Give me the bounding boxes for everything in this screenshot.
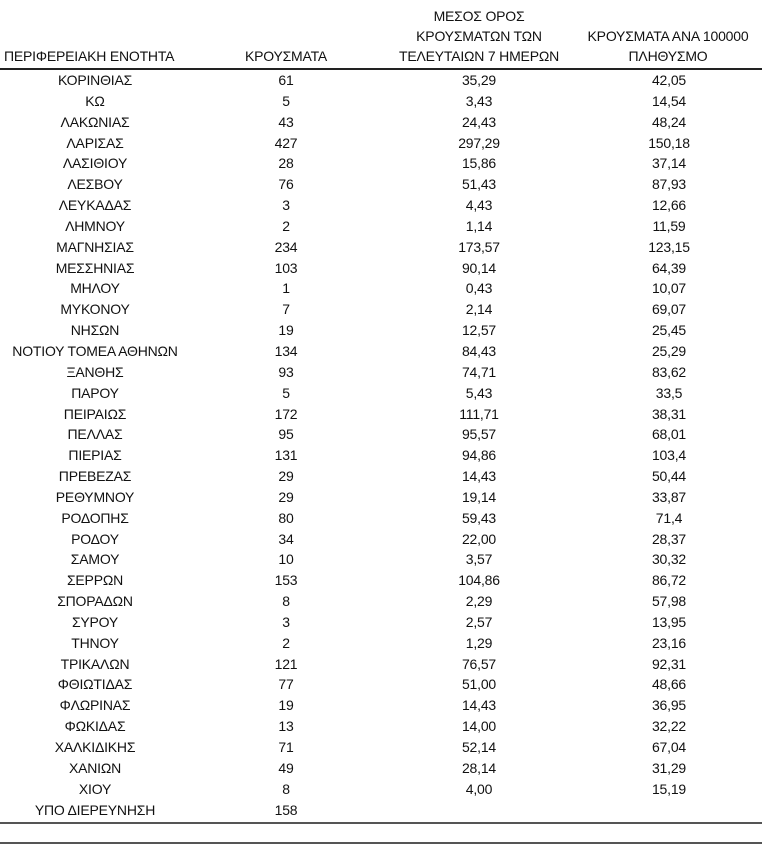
header-avg7-line2: ΚΡΟΥΣΜΑΤΩΝ ΤΩΝ xyxy=(416,28,542,44)
table-row xyxy=(0,549,762,570)
header-region-label: ΠΕΡΙΦΕΡΕΙΑΚΗ ΕΝΟΤΗΤΑ xyxy=(4,48,175,64)
cell-cases: 19 xyxy=(278,697,294,714)
cell-avg7: 1,29 xyxy=(465,634,493,651)
table-header xyxy=(0,0,762,70)
table-row xyxy=(0,800,762,821)
table-row xyxy=(0,758,762,779)
table-row xyxy=(0,529,762,550)
cell-cases: 8 xyxy=(282,780,290,797)
table-row xyxy=(0,737,762,758)
cell-region: ΤΗΝΟΥ xyxy=(71,634,119,651)
cell-per100k: 10,07 xyxy=(651,280,687,297)
cell-per100k: 68,01 xyxy=(651,426,687,443)
cell-per100k: 57,98 xyxy=(651,593,687,610)
cell-avg7: 0,43 xyxy=(465,280,493,297)
cell-cases: 93 xyxy=(278,363,294,380)
cell-per100k: 50,44 xyxy=(651,468,687,485)
cell-region: ΥΠΟ ΔΙΕΡΕΥΝΗΣΗ xyxy=(34,801,156,818)
cell-region: ΠΙΕΡΙΑΣ xyxy=(68,447,122,464)
cell-per100k: 32,22 xyxy=(651,718,687,735)
cell-cases: 49 xyxy=(278,759,294,776)
table-row xyxy=(0,466,762,487)
cell-per100k: 37,14 xyxy=(651,155,687,172)
cell-region: ΜΑΓΝΗΣΙΑΣ xyxy=(56,238,134,255)
cell-region: ΝΟΤΙΟΥ ΤΟΜΕΑ ΑΘΗΝΩΝ xyxy=(12,342,178,359)
cell-avg7: 51,00 xyxy=(461,676,497,693)
cell-region: ΡΕΘΥΜΝΟΥ xyxy=(55,488,135,505)
table-row xyxy=(0,654,762,675)
cell-avg7: 35,29 xyxy=(461,72,497,88)
cell-per100k: 36,95 xyxy=(651,697,687,714)
cell-avg7: 111,71 xyxy=(459,405,499,422)
table-row xyxy=(0,237,762,258)
cell-region: ΠΑΡΟΥ xyxy=(71,384,119,401)
cell-per100k: 11,59 xyxy=(652,217,686,234)
table-row xyxy=(0,570,762,591)
cell-region: ΛΕΣΒΟΥ xyxy=(67,176,123,193)
cell-region: ΝΗΣΩΝ xyxy=(70,322,120,339)
cell-avg7: 51,43 xyxy=(461,176,497,193)
cell-region: ΧΑΝΙΩΝ xyxy=(68,759,122,776)
cell-cases: 77 xyxy=(278,676,294,693)
cell-cases: 134 xyxy=(274,342,298,359)
cell-region: ΜΥΚΟΝΟΥ xyxy=(60,301,130,318)
cell-per100k: 87,93 xyxy=(651,176,687,193)
table-row xyxy=(0,133,762,154)
cell-cases: 43 xyxy=(278,113,294,130)
cell-per100k: 71,4 xyxy=(655,509,683,526)
cell-cases: 121 xyxy=(274,655,298,672)
cell-cases: 131 xyxy=(274,447,298,464)
cell-region: ΦΛΩΡΙΝΑΣ xyxy=(59,697,131,714)
table-body xyxy=(0,70,762,820)
cell-cases: 95 xyxy=(278,426,294,443)
header-region xyxy=(4,46,174,66)
cell-region: ΛΗΜΝΟΥ xyxy=(65,217,125,234)
cell-region: ΦΩΚΙΔΑΣ xyxy=(64,718,126,735)
cell-per100k: 123,15 xyxy=(648,238,690,255)
cell-cases: 158 xyxy=(274,801,298,818)
cell-avg7: 173,57 xyxy=(458,238,500,255)
cell-region: ΜΕΣΣΗΝΙΑΣ xyxy=(55,259,135,276)
table-bottom-rule xyxy=(0,822,762,824)
header-per100k-line1: ΚΡΟΥΣΜΑΤΑ ΑΝΑ 100000 xyxy=(587,28,749,44)
cell-region: ΡΟΔΟΥ xyxy=(71,530,119,547)
table-row xyxy=(0,341,762,362)
cell-avg7: 4,00 xyxy=(465,780,493,797)
header-avg7 xyxy=(386,6,572,66)
cell-region: ΧΑΛΚΙΔΙΚΗΣ xyxy=(54,739,136,755)
cell-per100k: 33,5 xyxy=(655,384,683,401)
cell-per100k: 28,37 xyxy=(651,530,687,547)
cell-per100k: 69,07 xyxy=(651,301,687,318)
cell-cases: 103 xyxy=(274,259,298,276)
table-row xyxy=(0,716,762,737)
cell-cases: 427 xyxy=(274,134,298,151)
cell-avg7: 28,14 xyxy=(461,759,497,776)
cell-per100k: 33,87 xyxy=(651,488,687,505)
cell-avg7: 24,43 xyxy=(461,113,497,130)
cell-avg7: 2,29 xyxy=(465,593,493,610)
table-row xyxy=(0,278,762,299)
table-row xyxy=(0,174,762,195)
table-row xyxy=(0,91,762,112)
cell-avg7: 95,57 xyxy=(461,426,497,443)
cell-region: ΛΑΚΩΝΙΑΣ xyxy=(60,113,130,130)
table-row xyxy=(0,383,762,404)
table-row xyxy=(0,153,762,174)
cell-avg7: 59,43 xyxy=(461,509,497,526)
cell-avg7: 297,29 xyxy=(458,134,500,151)
cell-cases: 29 xyxy=(278,468,294,485)
table-row xyxy=(0,674,762,695)
cell-avg7: 90,14 xyxy=(461,259,497,276)
cell-avg7: 14,43 xyxy=(461,697,497,714)
table-row xyxy=(0,70,762,91)
cell-per100k: 14,54 xyxy=(651,92,687,109)
header-per100k xyxy=(570,26,766,66)
cell-per100k: 86,72 xyxy=(651,572,687,589)
cell-cases: 28 xyxy=(278,155,294,172)
cell-avg7: 52,14 xyxy=(461,739,497,755)
cell-per100k: 64,39 xyxy=(651,259,687,276)
cell-cases: 19 xyxy=(278,322,294,339)
table-row xyxy=(0,612,762,633)
header-cases-label: ΚΡΟΥΣΜΑΤΑ xyxy=(244,48,328,64)
cell-per100k: 150,18 xyxy=(648,134,690,151)
cell-avg7: 4,43 xyxy=(465,197,493,214)
cell-region: ΚΟΡΙΝΘΙΑΣ xyxy=(57,72,133,88)
cell-region: ΞΑΝΘΗΣ xyxy=(66,363,124,380)
cell-per100k: 42,05 xyxy=(651,72,687,88)
cell-region: ΜΗΛΟΥ xyxy=(70,280,120,297)
cell-per100k: 15,19 xyxy=(651,780,687,797)
cell-cases: 80 xyxy=(278,509,294,526)
cell-avg7: 15,86 xyxy=(461,155,497,172)
table-footer-rule xyxy=(0,842,762,844)
cell-per100k: 12,66 xyxy=(651,197,687,214)
cell-per100k: 31,29 xyxy=(651,759,687,776)
cell-per100k: 103,4 xyxy=(651,447,687,464)
cell-region: ΧΙΟΥ xyxy=(78,780,112,797)
table-row xyxy=(0,591,762,612)
table-row xyxy=(0,320,762,341)
cell-cases: 153 xyxy=(274,572,298,589)
cell-cases: 71 xyxy=(278,739,294,755)
table-row xyxy=(0,445,762,466)
cell-per100k: 38,31 xyxy=(651,405,687,422)
cell-per100k: 30,32 xyxy=(651,551,687,568)
cell-region: ΠΡΕΒΕΖΑΣ xyxy=(58,468,132,485)
table-row xyxy=(0,258,762,279)
cell-cases: 2 xyxy=(282,634,290,651)
cell-per100k: 25,45 xyxy=(651,322,687,339)
cell-avg7: 12,57 xyxy=(461,322,497,339)
cell-region: ΡΟΔΟΠΗΣ xyxy=(61,509,129,526)
cell-region: ΚΩ xyxy=(85,92,105,109)
cell-avg7: 74,71 xyxy=(461,363,497,380)
cell-avg7: 3,57 xyxy=(465,551,493,568)
cell-per100k: 13,95 xyxy=(651,613,687,630)
header-avg7-line1: ΜΕΣΟΣ ΟΡΟΣ xyxy=(433,8,525,24)
cell-cases: 234 xyxy=(274,238,298,255)
cell-region: ΤΡΙΚΑΛΩΝ xyxy=(60,655,130,672)
table-row xyxy=(0,216,762,237)
cell-region: ΛΑΡΙΣΑΣ xyxy=(66,134,124,151)
cell-cases: 172 xyxy=(274,405,298,422)
cell-cases: 76 xyxy=(278,176,294,193)
table-row xyxy=(0,112,762,133)
cell-region: ΣΠΟΡΑΔΩΝ xyxy=(57,593,133,610)
cell-avg7: 5,43 xyxy=(465,384,493,401)
cell-cases: 8 xyxy=(282,593,290,610)
cell-cases: 1 xyxy=(282,280,290,297)
cell-avg7: 22,00 xyxy=(461,530,497,547)
cell-region: ΛΑΣΙΘΙΟΥ xyxy=(62,155,128,172)
cell-avg7: 1,14 xyxy=(465,217,493,234)
header-cases xyxy=(240,46,332,66)
cell-cases: 61 xyxy=(278,72,294,88)
cell-cases: 10 xyxy=(278,551,294,568)
cell-avg7: 84,43 xyxy=(461,342,497,359)
table-row xyxy=(0,404,762,425)
cell-per100k: 83,62 xyxy=(651,363,687,380)
cell-region: ΛΕΥΚΑΔΑΣ xyxy=(58,197,132,214)
cell-cases: 13 xyxy=(278,718,294,735)
header-avg7-line3: ΤΕΛΕΥΤΑΙΩΝ 7 ΗΜΕΡΩΝ xyxy=(398,48,560,64)
cell-cases: 3 xyxy=(282,197,290,214)
cell-cases: 34 xyxy=(278,530,294,547)
cell-avg7: 2,14 xyxy=(465,301,493,318)
cell-cases: 2 xyxy=(282,217,290,234)
table-row xyxy=(0,299,762,320)
cell-region: ΦΘΙΩΤΙΔΑΣ xyxy=(57,676,133,693)
table-row xyxy=(0,195,762,216)
table-row xyxy=(0,508,762,529)
cell-region: ΣΥΡΟΥ xyxy=(71,613,119,630)
table-row xyxy=(0,779,762,800)
table-row xyxy=(0,362,762,383)
cell-cases: 5 xyxy=(282,92,290,109)
cell-avg7: 3,43 xyxy=(465,92,493,109)
cell-per100k: 25,29 xyxy=(651,342,687,359)
table-row xyxy=(0,695,762,716)
cell-cases: 7 xyxy=(282,301,290,318)
cell-avg7: 14,43 xyxy=(461,468,497,485)
cell-region: ΣΑΜΟΥ xyxy=(70,551,120,568)
cell-avg7: 94,86 xyxy=(461,447,497,464)
table-row xyxy=(0,424,762,445)
cell-cases: 29 xyxy=(278,488,294,505)
cell-avg7: 2,57 xyxy=(465,613,493,630)
table-row xyxy=(0,633,762,654)
cell-avg7: 104,86 xyxy=(458,572,500,589)
cell-per100k: 48,24 xyxy=(651,113,687,130)
cell-avg7: 76,57 xyxy=(461,655,497,672)
cell-cases: 3 xyxy=(282,613,290,630)
cell-per100k: 23,16 xyxy=(651,634,687,651)
cell-region: ΣΕΡΡΩΝ xyxy=(66,572,124,589)
cell-region: ΠΕΙΡΑΙΩΣ xyxy=(63,405,127,422)
cell-region: ΠΕΛΛΑΣ xyxy=(67,426,123,443)
cell-per100k: 48,66 xyxy=(651,676,687,693)
cell-avg7: 14,00 xyxy=(461,718,497,735)
table-row xyxy=(0,487,762,508)
cell-per100k: 67,04 xyxy=(651,739,687,755)
cell-cases: 5 xyxy=(282,384,290,401)
cell-avg7: 19,14 xyxy=(461,488,497,505)
header-per100k-line2: ΠΛΗΘΥΣΜΟ xyxy=(628,48,708,64)
cell-per100k: 92,31 xyxy=(651,655,687,672)
